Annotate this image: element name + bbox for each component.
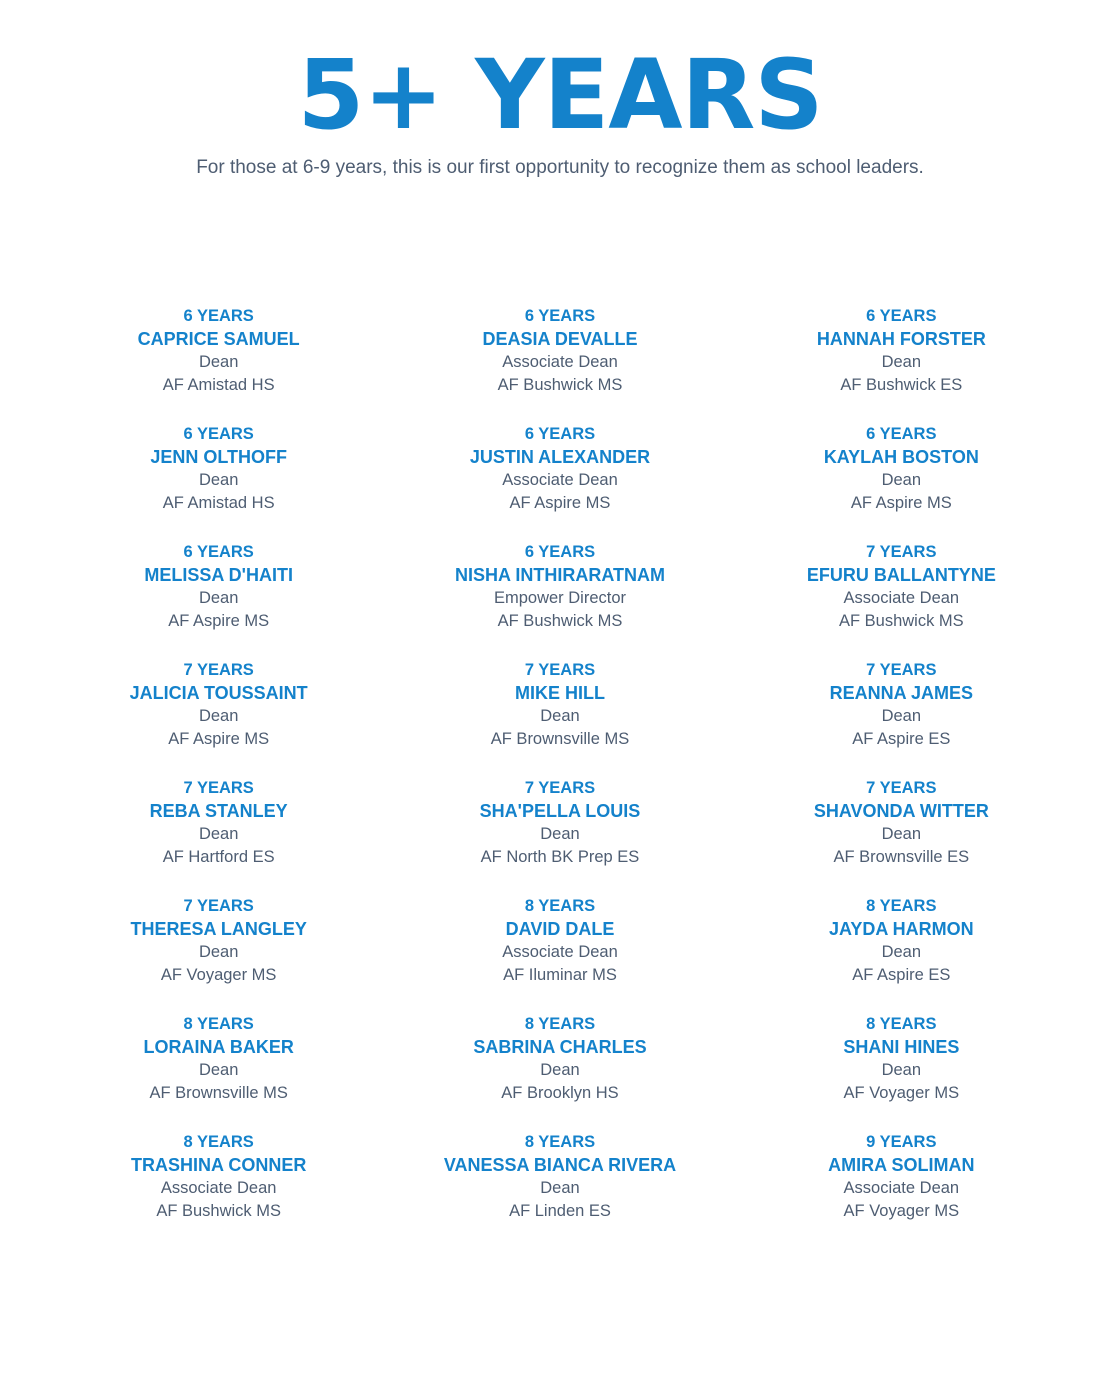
entry-years: 8 YEARS: [524, 1133, 596, 1151]
entry-years: 8 YEARS: [866, 1015, 937, 1033]
recognition-entry: [731, 541, 1072, 633]
entry-name: SHA'PELLA LOUIS: [479, 801, 641, 821]
recognition-entry: [389, 541, 730, 633]
entry-name: MELISSA D'HAITI: [144, 565, 293, 585]
entry-title: Dean: [881, 707, 922, 725]
recognition-entry: [731, 659, 1072, 751]
recognition-entry: [48, 777, 389, 869]
entry-title: Dean: [198, 1061, 239, 1079]
recognition-entry: [48, 1131, 389, 1223]
entry-school: AF Voyager MS: [843, 1084, 960, 1102]
entry-name: MIKE HILL: [514, 683, 605, 703]
entry-name: DEASIA DEVALLE: [482, 329, 638, 349]
entry-name: TRASHINA CONNER: [130, 1155, 307, 1175]
entry-school: AF Bushwick MS: [497, 612, 623, 630]
recognition-entry: [731, 1131, 1072, 1223]
recognition-entry: [389, 777, 730, 869]
entry-name: JAYDA HARMON: [828, 919, 974, 939]
recognition-entry: [48, 659, 389, 751]
entry-name: VANESSA BIANCA RIVERA: [443, 1155, 677, 1175]
entry-years: 6 YEARS: [183, 543, 254, 561]
recognition-entry: [389, 659, 730, 751]
entry-school: AF Voyager MS: [843, 1202, 960, 1220]
page-header: [0, 0, 1120, 179]
entry-school: AF Amistad HS: [162, 494, 275, 512]
entry-years: 7 YEARS: [183, 661, 254, 679]
entry-name: SABRINA CHARLES: [473, 1037, 647, 1057]
entry-name: JALICIA TOUSSAINT: [129, 683, 308, 703]
recognition-entry: [48, 541, 389, 633]
entry-school: AF Bushwick MS: [838, 612, 964, 630]
entry-name: REANNA JAMES: [829, 683, 973, 703]
entry-name: AMIRA SOLIMAN: [828, 1155, 975, 1175]
entry-school: AF Aspire MS: [168, 730, 270, 748]
entry-years: 6 YEARS: [183, 425, 254, 443]
entry-title: Empower Director: [493, 589, 627, 607]
recognition-entry: [731, 895, 1072, 987]
entry-title: Associate Dean: [160, 1179, 277, 1197]
recognition-entry: [389, 1131, 730, 1223]
entry-title: Dean: [198, 943, 239, 961]
entry-title: Dean: [198, 353, 239, 371]
recognition-entry: [389, 305, 730, 397]
entry-title: Associate Dean: [843, 589, 960, 607]
entry-school: AF Aspire MS: [850, 494, 952, 512]
entry-years: 7 YEARS: [866, 543, 937, 561]
entry-name: EFURU BALLANTYNE: [806, 565, 996, 585]
entry-years: 9 YEARS: [866, 1133, 937, 1151]
entry-title: Dean: [881, 1061, 922, 1079]
entry-school: AF Aspire ES: [852, 966, 951, 984]
entry-title: Dean: [881, 943, 922, 961]
recognition-entry: [48, 423, 389, 515]
entry-school: AF Brownsville ES: [833, 848, 970, 866]
entry-title: Dean: [198, 471, 239, 489]
entry-name: SHAVONDA WITTER: [813, 801, 989, 821]
entry-years: 6 YEARS: [866, 425, 937, 443]
entry-school: AF Aspire MS: [509, 494, 611, 512]
recognition-entry: [48, 305, 389, 397]
entry-years: 6 YEARS: [524, 307, 596, 325]
entry-name: HANNAH FORSTER: [816, 329, 986, 349]
entries-grid: [48, 305, 1072, 1223]
entry-years: 7 YEARS: [866, 661, 937, 679]
entry-title: Dean: [540, 825, 580, 843]
recognition-entry: [731, 1013, 1072, 1105]
recognition-entry: [389, 1013, 730, 1105]
entry-years: 7 YEARS: [183, 897, 254, 915]
entry-school: AF Voyager MS: [160, 966, 277, 984]
entry-years: 8 YEARS: [866, 897, 937, 915]
entry-years: 6 YEARS: [524, 543, 596, 561]
entry-name: DAVID DALE: [505, 919, 615, 939]
entry-name: KAYLAH BOSTON: [823, 447, 979, 467]
entry-title: Dean: [540, 1061, 580, 1079]
entry-name: JENN OLTHOFF: [150, 447, 287, 467]
entry-school: AF Brownsville MS: [149, 1084, 288, 1102]
recognition-entry: [48, 895, 389, 987]
entry-school: AF Iluminar MS: [503, 966, 617, 984]
entry-title: Associate Dean: [502, 943, 618, 961]
entry-years: 7 YEARS: [183, 779, 254, 797]
recognition-entry: [731, 305, 1072, 397]
page-title: 5+ YEARS: [297, 39, 823, 151]
recognition-entry: [389, 895, 730, 987]
entry-name: SHANI HINES: [843, 1037, 960, 1057]
entry-years: 7 YEARS: [524, 661, 596, 679]
entry-years: 8 YEARS: [524, 897, 596, 915]
entry-school: AF Brownsville MS: [490, 730, 630, 748]
entry-school: AF Hartford ES: [162, 848, 275, 866]
entry-name: JUSTIN ALEXANDER: [469, 447, 651, 467]
entry-school: AF Aspire MS: [168, 612, 270, 630]
entry-years: 6 YEARS: [183, 307, 254, 325]
entry-title: Dean: [881, 471, 922, 489]
entry-years: 7 YEARS: [524, 779, 596, 797]
recognition-entry: [389, 423, 730, 515]
entry-name: CAPRICE SAMUEL: [137, 329, 300, 349]
entry-title: Associate Dean: [502, 471, 618, 489]
entry-school: AF Linden ES: [509, 1202, 611, 1220]
recognition-entry: [48, 1013, 389, 1105]
entry-school: AF North BK Prep ES: [480, 848, 640, 866]
entry-name: LORAINA BAKER: [143, 1037, 294, 1057]
entry-school: AF Brooklyn HS: [501, 1084, 619, 1102]
entry-years: 6 YEARS: [866, 307, 937, 325]
entry-title: Dean: [540, 707, 580, 725]
entry-years: 8 YEARS: [183, 1015, 254, 1033]
entry-name: THERESA LANGLEY: [130, 919, 307, 939]
entry-title: Associate Dean: [843, 1179, 960, 1197]
entry-school: AF Bushwick MS: [156, 1202, 282, 1220]
entry-years: 7 YEARS: [866, 779, 937, 797]
entry-title: Associate Dean: [502, 353, 618, 371]
entry-school: AF Bushwick ES: [840, 376, 963, 394]
entry-name: REBA STANLEY: [149, 801, 288, 821]
page-subtitle: For those at 6-9 years, this is our first opportunity to recognize them as school leaders.: [196, 157, 924, 178]
recognition-entry: [731, 777, 1072, 869]
entry-school: AF Bushwick MS: [497, 376, 623, 394]
entry-years: 6 YEARS: [524, 425, 596, 443]
recognition-entry: [731, 423, 1072, 515]
entry-title: Dean: [198, 589, 239, 607]
entry-title: Dean: [198, 825, 239, 843]
entry-name: NISHA INTHIRARATNAM: [455, 565, 665, 585]
entry-title: Dean: [540, 1179, 580, 1197]
entry-title: Dean: [881, 825, 922, 843]
entry-title: Dean: [198, 707, 239, 725]
entry-years: 8 YEARS: [524, 1015, 596, 1033]
entry-years: 8 YEARS: [183, 1133, 254, 1151]
entry-school: AF Aspire ES: [852, 730, 951, 748]
entry-title: Dean: [881, 353, 922, 371]
entry-school: AF Amistad HS: [162, 376, 275, 394]
